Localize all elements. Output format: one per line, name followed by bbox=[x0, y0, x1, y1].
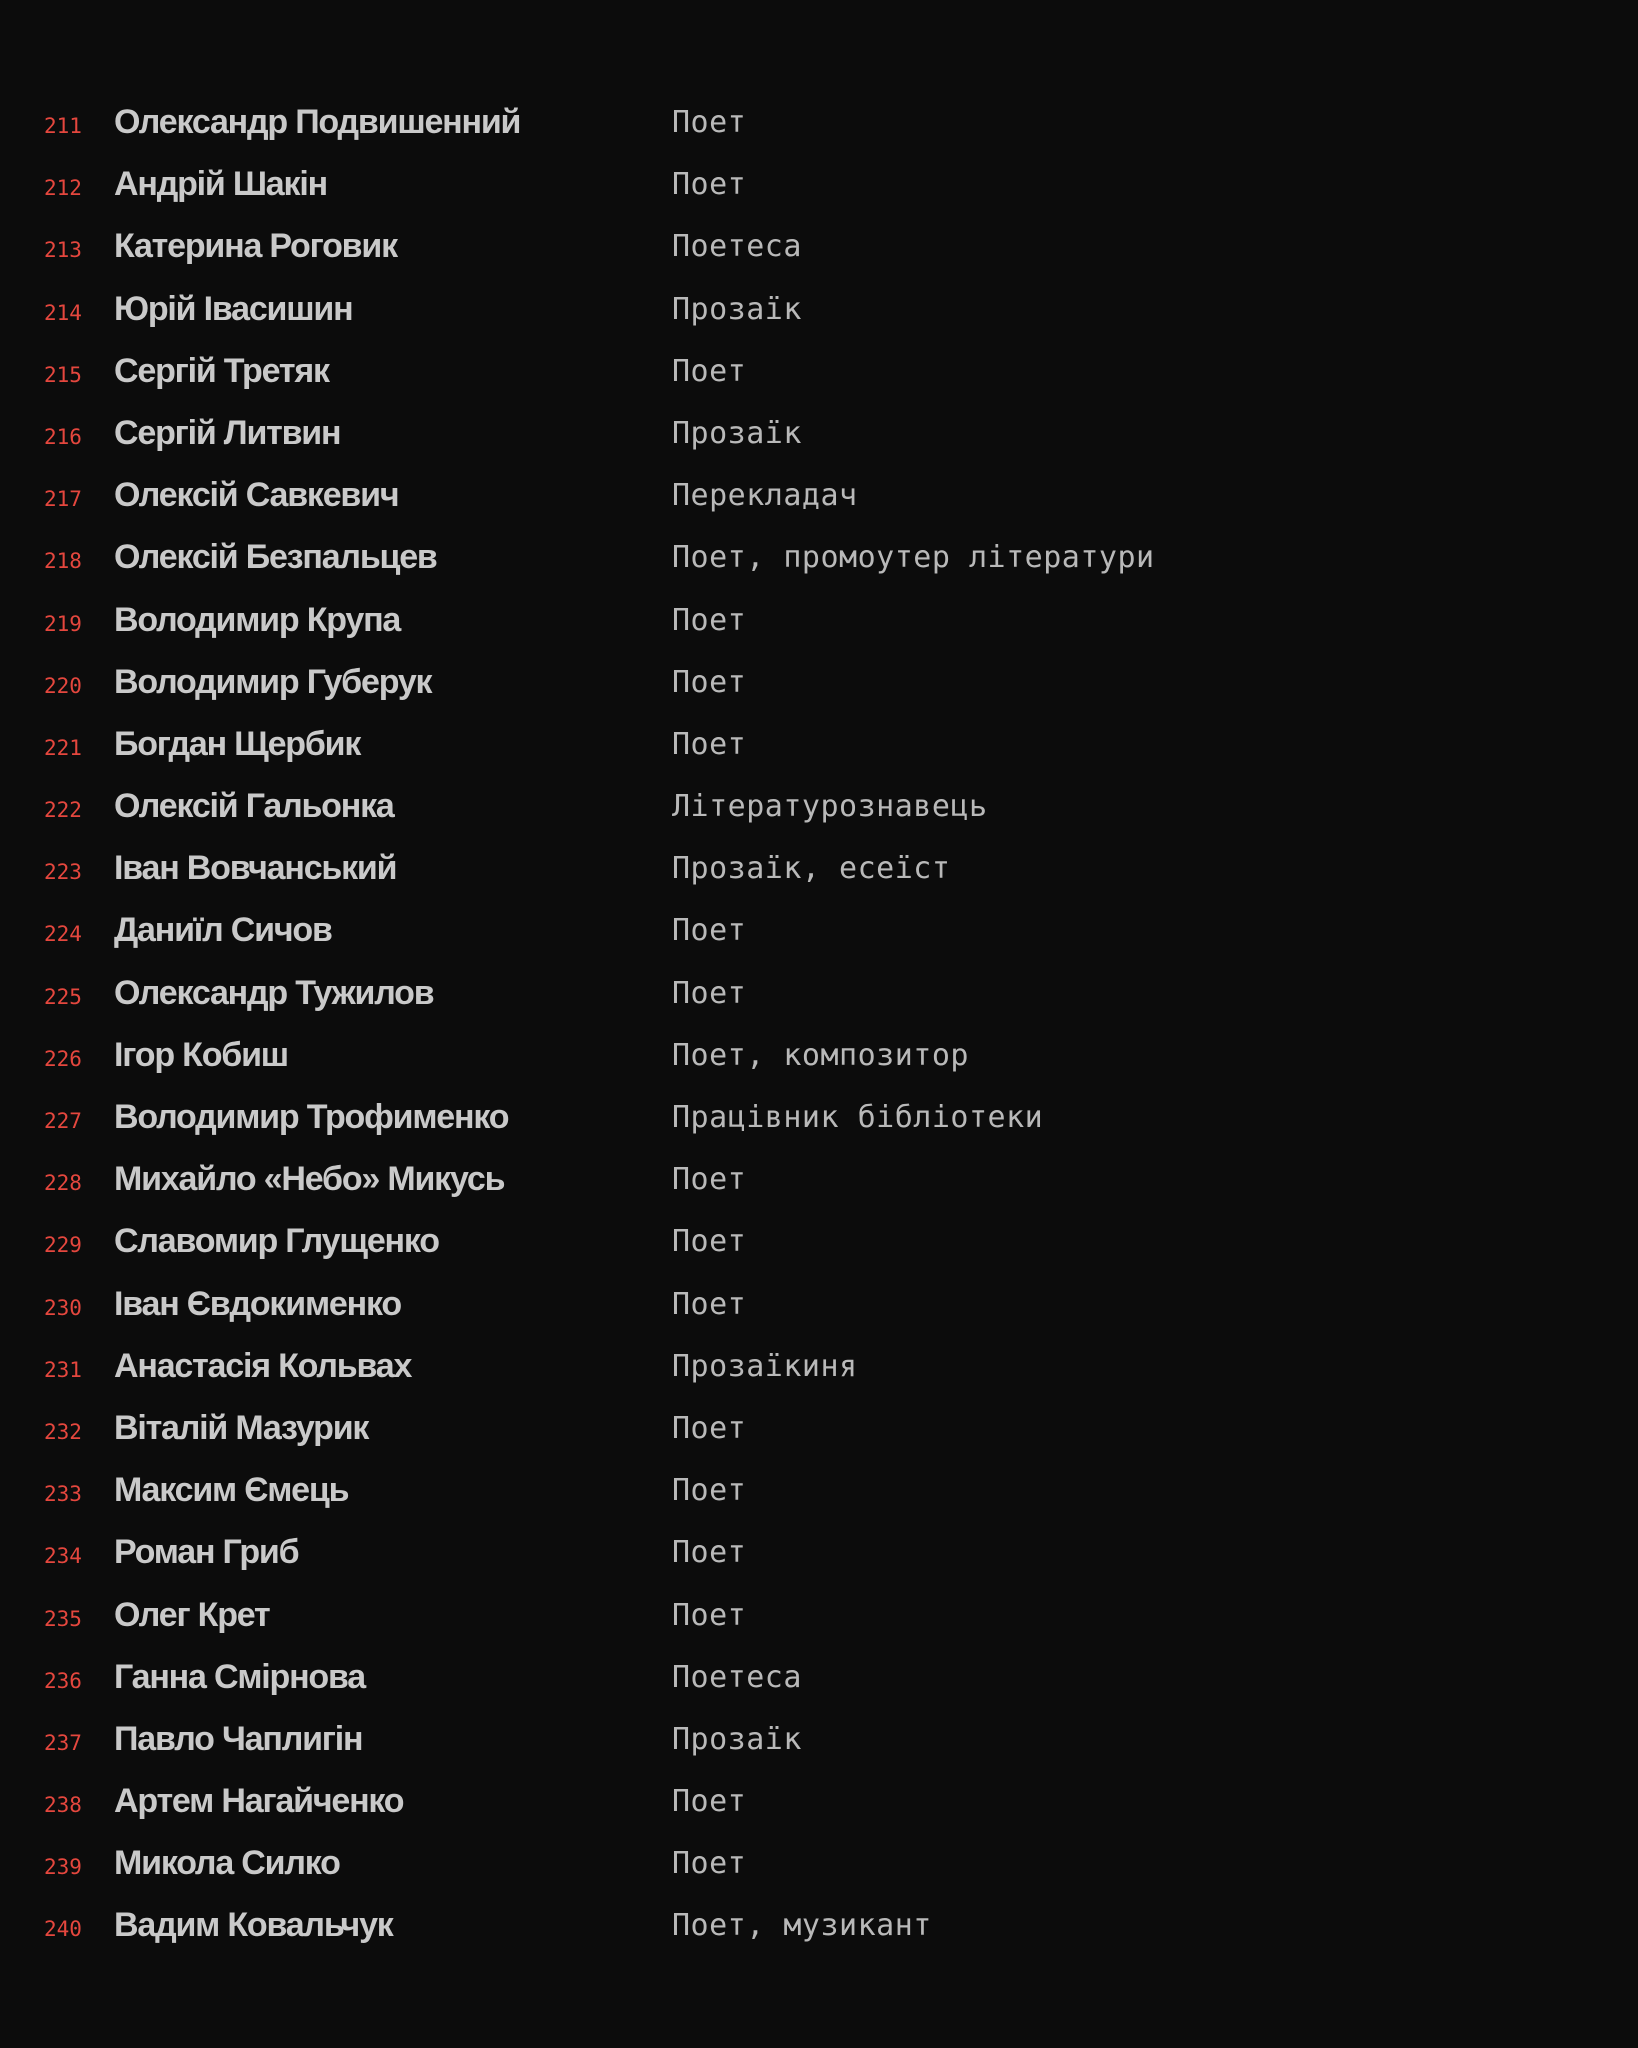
entry-name: Володимир Трофименко bbox=[114, 1098, 509, 1136]
entry-role: Прозаїк, есеїст bbox=[672, 851, 951, 887]
entry-role: Поет bbox=[672, 602, 747, 638]
entry-number: 221 bbox=[44, 735, 82, 760]
list-item bbox=[0, 154, 1638, 216]
list-item bbox=[0, 776, 1638, 838]
list-item bbox=[0, 652, 1638, 714]
list-item bbox=[0, 1149, 1638, 1211]
list-item bbox=[0, 1833, 1638, 1895]
entry-name: Даниїл Сичов bbox=[114, 911, 332, 950]
list-item bbox=[0, 1460, 1638, 1522]
entry-name: Олег Крет bbox=[114, 1595, 270, 1634]
entry-number: 220 bbox=[44, 673, 82, 698]
list-item bbox=[0, 900, 1638, 962]
entry-role: Поет bbox=[672, 1224, 747, 1260]
entry-number: 237 bbox=[44, 1730, 82, 1755]
entry-role: Поет, музикант bbox=[672, 1908, 932, 1944]
list-item bbox=[0, 1895, 1638, 1957]
entry-name: Максим Ємець bbox=[114, 1471, 349, 1510]
entry-number: 213 bbox=[44, 238, 82, 263]
entry-name: Іван Вовчанський bbox=[114, 849, 397, 888]
list-item bbox=[0, 465, 1638, 527]
entry-number: 216 bbox=[44, 424, 82, 449]
entry-number: 239 bbox=[44, 1855, 82, 1880]
entry-role: Поет bbox=[672, 167, 747, 203]
entry-role: Поет bbox=[672, 1846, 747, 1882]
entry-role: Працівник бібліотеки bbox=[672, 1100, 1044, 1135]
entry-name: Іван Євдокименко bbox=[114, 1284, 401, 1323]
list-item bbox=[0, 403, 1638, 465]
entry-name: Олександр Тужилов bbox=[114, 973, 434, 1012]
entry-number: 211 bbox=[44, 114, 82, 138]
list-item bbox=[0, 963, 1638, 1025]
list-item bbox=[0, 1211, 1638, 1273]
entry-number: 212 bbox=[44, 176, 82, 201]
list-item bbox=[0, 1398, 1638, 1460]
entry-name: Олексій Гальонка bbox=[114, 787, 394, 826]
entry-role: Поет bbox=[672, 1535, 747, 1571]
entry-role: Поет bbox=[672, 105, 747, 140]
list-item bbox=[0, 590, 1638, 652]
entry-number: 214 bbox=[44, 300, 82, 325]
entry-role: Поет, композитор bbox=[672, 1037, 969, 1073]
list-item bbox=[0, 1709, 1638, 1771]
entry-number: 230 bbox=[44, 1295, 82, 1320]
entry-role: Поет bbox=[672, 1473, 747, 1509]
list-item bbox=[0, 1585, 1638, 1647]
entry-name: Володимир Крупа bbox=[114, 600, 401, 639]
entry-number: 236 bbox=[44, 1668, 82, 1693]
list-item bbox=[0, 1274, 1638, 1336]
entry-role: Прозаїк bbox=[672, 415, 802, 451]
entry-name: Юрій Івасишин bbox=[114, 289, 353, 328]
entry-number: 240 bbox=[44, 1917, 82, 1942]
entry-role: Поет bbox=[672, 1410, 747, 1446]
entry-number: 228 bbox=[44, 1171, 82, 1196]
entry-name: Богдан Щербик bbox=[114, 724, 361, 763]
entry-role: Поет bbox=[672, 1162, 747, 1198]
entry-number: 224 bbox=[44, 922, 82, 947]
entry-role: Поетеса bbox=[672, 229, 802, 265]
entry-name: Михайло «Небо» Микусь bbox=[114, 1160, 505, 1199]
entry-name: Анастасія Кольвах bbox=[114, 1346, 412, 1385]
entry-name: Віталій Мазурик bbox=[114, 1408, 369, 1447]
entry-role: Поет bbox=[672, 353, 747, 389]
list-item bbox=[0, 279, 1638, 341]
list-item bbox=[0, 1647, 1638, 1709]
entry-number: 232 bbox=[44, 1419, 82, 1444]
list-item bbox=[0, 1025, 1638, 1087]
list-item bbox=[0, 838, 1638, 900]
entry-role: Поет bbox=[672, 1597, 747, 1633]
entry-name: Андрій Шакін bbox=[114, 165, 327, 204]
entry-number: 223 bbox=[44, 860, 82, 885]
entry-role: Поет bbox=[672, 975, 747, 1011]
entry-number: 226 bbox=[44, 1046, 82, 1071]
entry-number: 225 bbox=[44, 984, 82, 1009]
entry-name: Катерина Роговик bbox=[114, 227, 397, 266]
list-item bbox=[0, 1336, 1638, 1398]
entry-name: Микола Силко bbox=[114, 1844, 340, 1883]
entry-role: Поет bbox=[672, 1784, 747, 1820]
entry-number: 219 bbox=[44, 611, 82, 636]
entry-role: Поет, промоутер літератури bbox=[672, 540, 1155, 576]
list-item bbox=[0, 92, 1638, 154]
entry-name: Сергій Литвин bbox=[114, 413, 341, 452]
entry-number: 233 bbox=[44, 1482, 82, 1507]
entry-name: Павло Чаплигін bbox=[114, 1719, 363, 1758]
entry-number: 227 bbox=[44, 1109, 82, 1133]
entry-number: 231 bbox=[44, 1357, 82, 1382]
entry-name: Артем Нагайченко bbox=[114, 1782, 404, 1821]
entry-role: Поет bbox=[672, 664, 747, 700]
list-item bbox=[0, 1087, 1638, 1149]
entry-name: Ганна Смірнова bbox=[114, 1657, 365, 1696]
entry-number: 217 bbox=[44, 487, 82, 512]
entry-name: Володимир Губерук bbox=[114, 662, 432, 701]
entry-name: Славомир Глущенко bbox=[114, 1222, 439, 1261]
entry-name: Сергій Третяк bbox=[114, 351, 329, 390]
entry-number: 218 bbox=[44, 549, 82, 574]
entry-role: Прозаїк bbox=[672, 291, 802, 327]
entry-role: Поет bbox=[672, 1286, 747, 1322]
entry-number: 235 bbox=[44, 1606, 82, 1631]
list-item bbox=[0, 714, 1638, 776]
entry-number: 229 bbox=[44, 1233, 82, 1258]
entry-name: Олексій Савкевич bbox=[114, 476, 399, 515]
entry-name: Олександр Подвишенний bbox=[114, 103, 521, 141]
entry-role: Поет bbox=[672, 913, 747, 949]
list-item bbox=[0, 216, 1638, 278]
entry-role: Літературознавець bbox=[672, 789, 988, 825]
list-item bbox=[0, 341, 1638, 403]
entry-number: 234 bbox=[44, 1544, 82, 1569]
entry-role: Перекладач bbox=[672, 478, 858, 514]
entry-role: Поет bbox=[672, 726, 747, 762]
list-item bbox=[0, 1771, 1638, 1833]
entry-number: 215 bbox=[44, 362, 82, 387]
entry-name: Вадим Ковальчук bbox=[114, 1906, 393, 1945]
entry-role: Поетеса bbox=[672, 1659, 802, 1695]
list-item bbox=[0, 1522, 1638, 1584]
entry-role: Прозаїкиня bbox=[672, 1348, 858, 1384]
entry-role: Прозаїк bbox=[672, 1721, 802, 1757]
entry-name: Олексій Безпальцев bbox=[114, 538, 437, 577]
entry-number: 222 bbox=[44, 798, 82, 823]
entry-name: Роман Гриб bbox=[114, 1533, 299, 1572]
entry-name: Ігор Кобиш bbox=[114, 1035, 288, 1074]
entry-number: 238 bbox=[44, 1793, 82, 1818]
names-list bbox=[0, 92, 1638, 1958]
list-item bbox=[0, 527, 1638, 589]
